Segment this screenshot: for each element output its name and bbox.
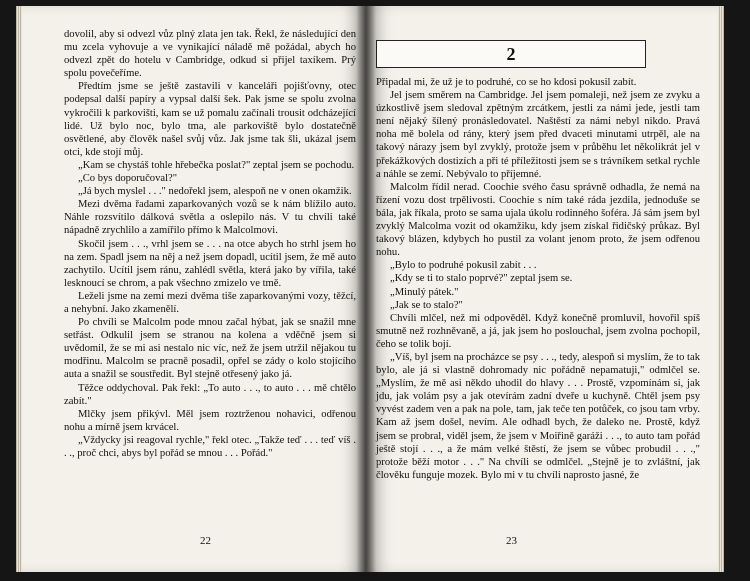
page-number-left: 22 (200, 535, 211, 547)
paragraph: „Co bys doporučoval?" (78, 173, 178, 185)
paragraph: Jel jsem směrem na Cambridge. Jel jsem pomaleji, než jsem ze zvyku a úzkostlivě jsem sledoval zpětným zrcátkem, jestli za námi jede, jestli tam není nějaký šílený pronásledovatel. Naštěstí za námi nebyl nikdo. Pravá noha mě bolela od rány, který jsem před dvaceti minutami utrpěl, ale na takový nárazy jsem byl zvyklý, protože jsem v průběhu let několikrát jel v překážkových dostizích a při té příležitosti jsem se s trávníkem setkal rychle a náhle se zemí. Nebývalo to příjemné. (376, 90, 700, 180)
paragraph: Leželi jsme na zemi mezi dvěma tiše zaparkovanými vozy, těžcí, a nehybní. Jako zkamenělí. (64, 290, 356, 315)
paragraph: Po chvíli se Malcolm pode mnou začal hýbat, jak se snažil mne setřást. Odkulil jsem se stranou na kolena a vděčně jsem si uvědomil, že se mi asi nestalo nic víc, než že jsem utržil nějakou tu modřinu. Malcolm se pracně posadil, opřel se zády o kolo stojícího auta a snažil se soustředit. Byl stejně otřesený jako já. (64, 317, 356, 381)
paragraph: Předtím jsme se ještě zastavili v kanceláři pojišťovny, otec podepsal další papíry a vypsal další šek. Pak jsme se spolu zvolna vykročili k parkovišti, kam se už pomalu začínali trousit odcházející lidé. Už bylo noc, bylo tma, ale parkoviště bylo dostatečně osvětlené, aby člověk našel svůj vůz. Jak jsme tak šli, ukázal jsem otci, kde stojí můj. (64, 81, 356, 158)
paragraph: Připadal mi, že už je to podruhé, co se ho kdosi pokusil zabít. (376, 77, 637, 88)
paragraph: „Kdy se ti to stalo poprvé?" zeptal jsem se. (390, 273, 573, 285)
paragraph: Chvíli mlčel, než mi odpověděl. Když konečně promluvil, hovořil spíš smutně než rozhněvaně, a já, jak jsem ho poslouchal, jsem zvolna pochopil, čeho se tolik bojí. (376, 312, 700, 350)
paragraph: „Bylo to podruhé pokusil zabít . . . (390, 260, 537, 272)
chapter-number: 2 (376, 40, 646, 68)
page-number-right: 23 (506, 535, 517, 547)
paragraph: „Jak se to stalo?" (390, 299, 463, 311)
paragraph: Skočil jsem . . ., vrhl jsem se . . . na otce abych ho strhl jsem ho na zem. Spadl jsem na něj a než jsem dopadl, ucítil jsem, že mě auto zachytilo. Ucítil jsem ránu, zahlédl světla, která jako by vířila, také lesknoucí se chrom, a pak všechno zmizelo ve tmě. (64, 238, 356, 289)
paragraph: „Vždycky jsi reagoval rychle," řekl otec. „Takže teď . . . teď víš . . ., proč chci, abys byl pořád se mnou . . . Pořád." (64, 434, 356, 459)
page-edge-right (718, 6, 724, 572)
paragraph: „Víš, byl jsem na procházce se psy . . ., tedy, alespoň si myslím, že to tak bylo, ale já si vlastně dohromady nic pořádně nepamatuji," odmlčel se. „Myslím, že mě asi někdo uhodil do hlavy . . . Prostě, vzpomínám si, jak jdu, jak volám psy a jak otevírám zadní dveře u kuchyně. Chtěl jsem psy vyvést zadem ven a pak na pole, tam, jak teče ten potůček, co jsou tam vrby. Kam až jsem došel, nevím. Ale odhadl bych, že daleko ne. Prostě, když jsem se probral, viděl jsem, že jsem v Moiřině garáži . . ., to auto tam pořád ještě stojí . . ., a že mám velké štěstí, že jsem se vůbec probudil . . .," protože běží motor . . ." Na chvíli se odmlčel. „Stejně je to zvláštní, jak člověku funguje mozek. Bylo mi v tu chvíli naprosto jasné, že (376, 351, 700, 481)
paragraph: Mezi dvěma řadami zaparkovaných vozů se k nám blížilo auto. Náhle rozsvítilo dálková světla a oslepilo nás. V tu chvíli také nápadně zrychlilo a zamířilo přímo k Malcolmovi. (64, 199, 356, 237)
paragraph: dovolil, aby si odvezl vůz plný zlata jen tak. Řekl, že následující den mu zcela vyhovuje a ve vynikající náladě mě požádal, abych ho odvezl zpět do hotelu v Cambridge, odkud si přijel taxíkem. Prý spolu povečeříme. (64, 29, 356, 80)
right-page (366, 6, 718, 572)
book-gutter (356, 6, 376, 572)
left-page (22, 6, 366, 572)
paragraph: Malcolm řídil nerad. Coochie svého času správně odhadla, že nemá na řízení vozu dost trpělivosti. Coochie s ním také ráda jezdila, jednoduše se bála, jak říkala, proto se sama ujala úkolu rodinného šoféra. Já sám jsem byl zvyklý Malcolma vozit od okamžiku, kdy jsem získal řidičský průkaz. Byl takový blázen, kdybych ho pustil za volant jenom proto, že jsem odřenou nohu. (376, 181, 700, 259)
paragraph: „Minulý pátek." (390, 286, 459, 298)
paragraph: „Já bych myslel . . ." nedořekl jsem, alespoň ne v onen okamžik. (78, 186, 352, 198)
paragraph: „Kam se chystáš tohle hřebečka poslat?" zeptal jsem se pochodu. (78, 159, 355, 171)
paragraph: Mlčky jsem přikývl. Měl jsem roztrženou nohavici, odřenou nohu a mírně jsem krvácel. (64, 408, 356, 433)
paragraph: Těžce oddychoval. Pak řekl: „To auto . . ., to auto . . . mě chtělo zabít." (64, 382, 356, 407)
